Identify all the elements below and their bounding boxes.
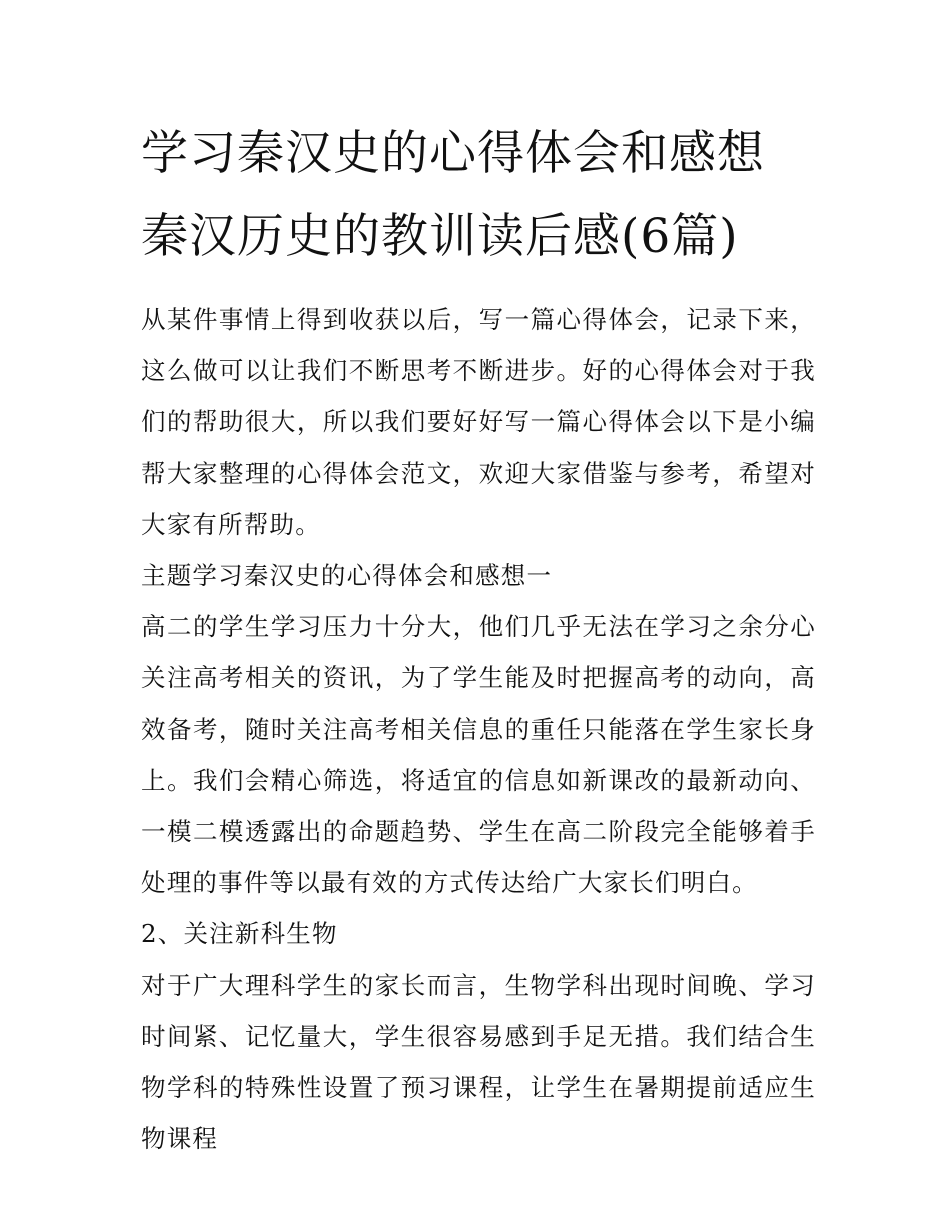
body-paragraph-1: 高二的学生学习压力十分大，他们几乎无法在学习之余分心关注高考相关的资讯，为了学生能及时把握高考的动向，高效备考，随时关注高考相关信息的重任只能落在学生家长身上。我们会精心筛选，将适宜的信息如新课改的最新动向、一模二模透露出的命题趋势、学生在高二阶段完全能够着手处理的事件等以最有效的方式传达给广大家长们明白。 — [141, 612, 816, 898]
document-body — [141, 112, 816, 1164]
section-heading: 2、关注新科生物 — [141, 919, 338, 949]
document-title — [141, 112, 816, 278]
topic-heading: 主题学习秦汉史的心得体会和感想一 — [141, 561, 553, 591]
body-paragraph-2: 对于广大理科学生的家长而言，生物学科出现时间晚、学习时间紧、记忆量大，学生很容易感到手足无措。我们结合生物学科的特殊性设置了预习课程，让学生在暑期提前适应生物课程 — [141, 970, 816, 1154]
title-line-2: 秦汉历史的教训读后感(6篇) — [141, 209, 739, 264]
intro-paragraph: 从某件事情上得到收获以后，写一篇心得体会，记录下来，这么做可以让我们不断思考不断进步。好的心得体会对于我们的帮助很大，所以我们要好好写一篇心得体会以下是小编帮大家整理的心得体会范文，欢迎大家借鉴与参考，希望对大家有所帮助。 — [141, 305, 816, 539]
title-line-1: 学习秦汉史的心得体会和感想 — [141, 126, 765, 181]
